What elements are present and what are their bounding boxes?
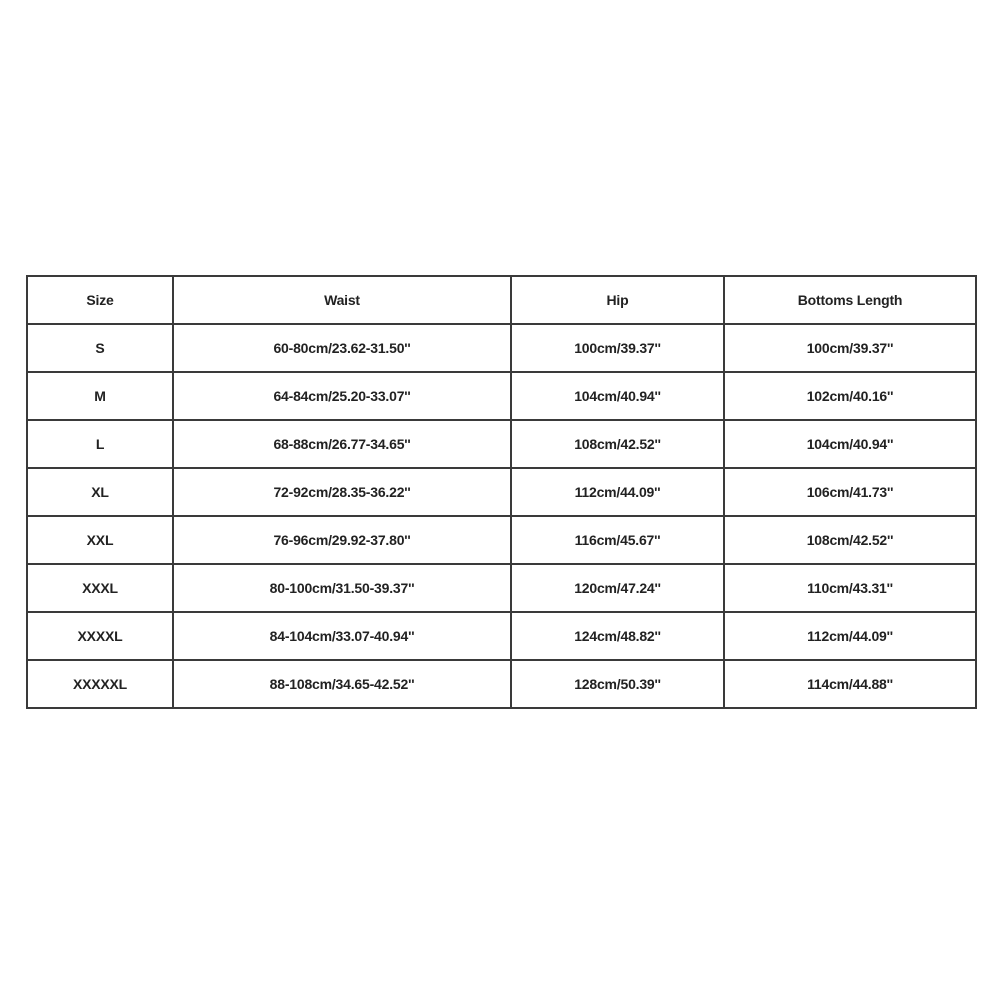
cell-hip: 124cm/48.82'' bbox=[511, 612, 724, 660]
size-chart-table bbox=[26, 275, 977, 709]
cell-bottoms-length: 106cm/41.73'' bbox=[724, 468, 976, 516]
table-header-row bbox=[27, 276, 976, 324]
cell-size: L bbox=[27, 420, 173, 468]
cell-bottoms-length: 100cm/39.37'' bbox=[724, 324, 976, 372]
cell-bottoms-length: 102cm/40.16'' bbox=[724, 372, 976, 420]
cell-waist: 64-84cm/25.20-33.07'' bbox=[173, 372, 511, 420]
header-hip: Hip bbox=[511, 276, 724, 324]
cell-waist: 60-80cm/23.62-31.50'' bbox=[173, 324, 511, 372]
cell-waist: 76-96cm/29.92-37.80'' bbox=[173, 516, 511, 564]
cell-waist: 88-108cm/34.65-42.52'' bbox=[173, 660, 511, 708]
cell-size: XXXXL bbox=[27, 612, 173, 660]
cell-size: XXXXXL bbox=[27, 660, 173, 708]
cell-size: M bbox=[27, 372, 173, 420]
table-row bbox=[27, 324, 976, 372]
cell-hip: 120cm/47.24'' bbox=[511, 564, 724, 612]
cell-hip: 116cm/45.67'' bbox=[511, 516, 724, 564]
cell-waist: 68-88cm/26.77-34.65'' bbox=[173, 420, 511, 468]
table-row bbox=[27, 468, 976, 516]
table-row bbox=[27, 612, 976, 660]
cell-size: XXL bbox=[27, 516, 173, 564]
cell-bottoms-length: 112cm/44.09'' bbox=[724, 612, 976, 660]
cell-hip: 112cm/44.09'' bbox=[511, 468, 724, 516]
table-row bbox=[27, 420, 976, 468]
cell-size: XL bbox=[27, 468, 173, 516]
header-bottoms-length: Bottoms Length bbox=[724, 276, 976, 324]
cell-hip: 100cm/39.37'' bbox=[511, 324, 724, 372]
table-row bbox=[27, 564, 976, 612]
cell-hip: 108cm/42.52'' bbox=[511, 420, 724, 468]
cell-size: XXXL bbox=[27, 564, 173, 612]
header-size: Size bbox=[27, 276, 173, 324]
cell-bottoms-length: 110cm/43.31'' bbox=[724, 564, 976, 612]
cell-hip: 128cm/50.39'' bbox=[511, 660, 724, 708]
cell-size: S bbox=[27, 324, 173, 372]
cell-bottoms-length: 114cm/44.88'' bbox=[724, 660, 976, 708]
cell-waist: 84-104cm/33.07-40.94'' bbox=[173, 612, 511, 660]
table-row bbox=[27, 372, 976, 420]
header-waist: Waist bbox=[173, 276, 511, 324]
cell-bottoms-length: 108cm/42.52'' bbox=[724, 516, 976, 564]
cell-waist: 72-92cm/28.35-36.22'' bbox=[173, 468, 511, 516]
cell-waist: 80-100cm/31.50-39.37'' bbox=[173, 564, 511, 612]
cell-bottoms-length: 104cm/40.94'' bbox=[724, 420, 976, 468]
table-row bbox=[27, 516, 976, 564]
cell-hip: 104cm/40.94'' bbox=[511, 372, 724, 420]
table-row bbox=[27, 660, 976, 708]
